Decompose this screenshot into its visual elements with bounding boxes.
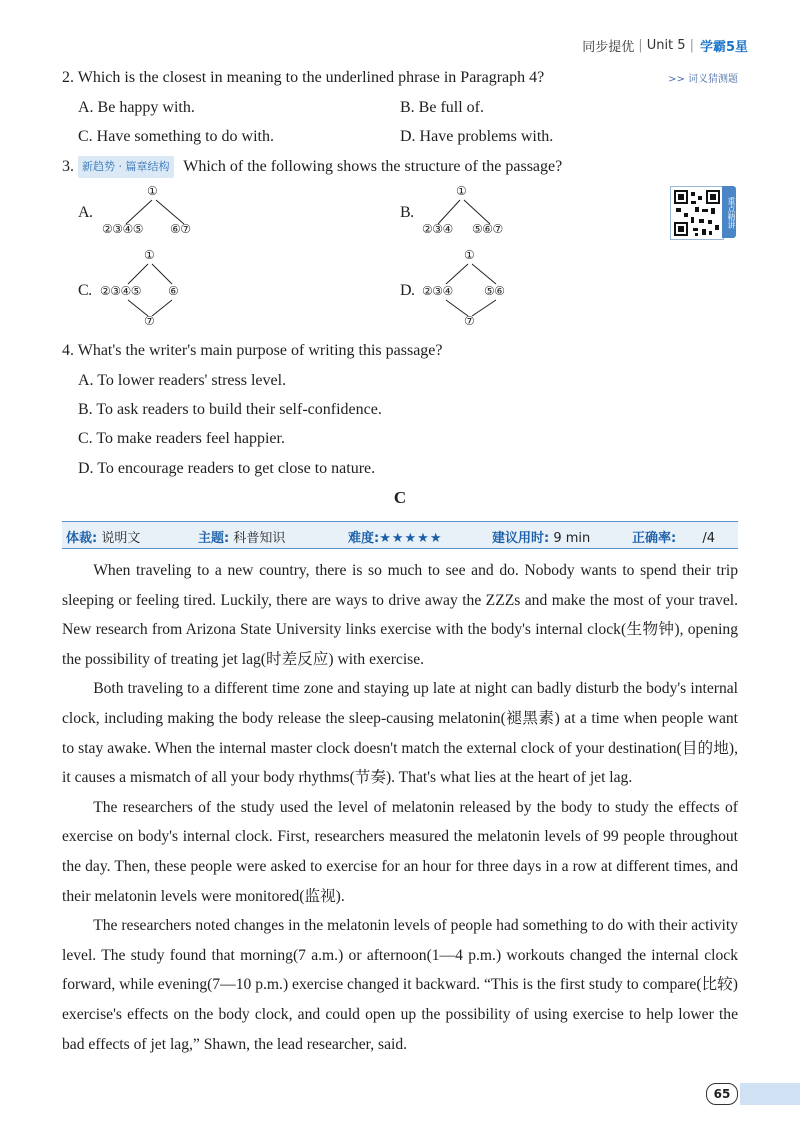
tree-bottom-node: ⑦ xyxy=(144,314,155,328)
option-letter: D. xyxy=(400,282,415,299)
accuracy-info: 正确率: /4 xyxy=(632,531,715,546)
q2-option-c[interactable]: C. Have something to do with. xyxy=(78,128,274,145)
tree-left-node: ②③④ xyxy=(422,284,453,298)
qr-label: 重点精讲 xyxy=(722,186,736,238)
series-title: 同步提优 xyxy=(582,40,635,55)
tree-lines xyxy=(400,184,540,244)
q4-option-a[interactable]: A. To lower readers' stress level. xyxy=(78,372,287,389)
option-letter: A. xyxy=(78,204,93,221)
paragraph-4: The researchers noted changes in the melatonin levels of people had something to do with their activity level. The study found that morning(7 a.m.) or afternoon(1—4 p.m.) workouts changed the internal clock forward, while evening(7—10 p.m.) exercise changed it backward. “This is the first study to compare(比较) exercise's effects on the body clock, and could open up the possibility of using exercise to help lower the bad effects of jet lag,” Shawn, the lead researcher, said. xyxy=(62,917,738,1053)
question-number: 2. xyxy=(62,69,74,86)
time-info: 建议用时: 9 min xyxy=(492,531,591,546)
section-title: C xyxy=(393,488,407,507)
tree-option-c[interactable] xyxy=(78,248,218,330)
reading-info-bar xyxy=(62,521,738,549)
question-text: Which of the following shows the structure of the passage? xyxy=(183,158,563,175)
q2-option-a[interactable]: A. Be happy with. xyxy=(78,99,195,116)
tree-right-node: ⑤⑥⑦ xyxy=(472,222,503,236)
question-number: 3. xyxy=(62,158,74,175)
tree-left-node: ②③④⑤ xyxy=(102,222,144,236)
q2-option-d[interactable]: D. Have problems with. xyxy=(400,128,554,145)
qr-code[interactable] xyxy=(670,186,724,240)
question-3 xyxy=(62,156,562,178)
tree-right-node: ⑥ xyxy=(168,284,179,298)
unit-label: Unit 5 xyxy=(646,38,686,53)
page-header: 同步提优 | Unit 5 | 学霸5星 xyxy=(582,38,748,55)
question-tag: 新趋势 · 篇章结构 xyxy=(78,156,174,178)
question-text: Which is the closest in meaning to the underlined phrase in Paragraph 4? xyxy=(77,69,545,86)
page-tab-decoration xyxy=(740,1083,800,1105)
hint-label: >> 词义猜测题 xyxy=(668,74,738,85)
brand-logo: 学霸5星 xyxy=(699,40,748,55)
tree-top-node: ① xyxy=(464,248,475,262)
paragraph-3: The researchers of the study used the level of melatonin released by the body to study the effects of exercise on body's internal clock. First, researchers measured the melatonin levels of 99 people throughout the day. Then, these people were asked to exercise for an hour for three days in a row at different times, and their melatonin levels were monitored(监视). xyxy=(62,798,738,905)
question-2 xyxy=(62,68,544,88)
page-number: 65 xyxy=(706,1083,738,1105)
option-letter: C. xyxy=(78,282,92,299)
qr-code-icon xyxy=(671,187,723,239)
paragraph-2: Both traveling to a different time zone and staying up late at night can badly disturb the body's internal clock, including making the body release the sleep-causing melatonin(褪黑素) at a time when people want to stay awake. When the internal master clock doesn't match the external clock of your destination(目的地), it causes a mismatch of all your body rhythms(节奏). That's what lies at the heart of jet lag. xyxy=(62,680,738,787)
paragraph-1: When traveling to a new country, there is so much to see and do. Nobody wants to spend their trip sleeping or feeling tired. Luckily, there are ways to drive away the ZZZs and make the most of your travel. New research from Arizona State University links exercise with the body's internal clock(生物钟), opening the possibility of treating jet lag(时差反应) with exercise. xyxy=(62,562,738,668)
q2-option-b[interactable]: B. Be full of. xyxy=(400,99,484,116)
difficulty-stars: ★★★★★ xyxy=(379,531,443,546)
tree-option-b[interactable] xyxy=(400,184,540,244)
q4-option-c[interactable]: C. To make readers feel happier. xyxy=(78,430,285,447)
genre-info: 体裁: 说明文 xyxy=(66,531,141,546)
tree-right-node: ⑤⑥ xyxy=(484,284,505,298)
tree-left-node: ②③④⑤ xyxy=(100,284,142,298)
option-letter: B. xyxy=(400,204,414,221)
tree-top-node: ① xyxy=(144,248,155,262)
tree-bottom-node: ⑦ xyxy=(464,314,475,328)
tree-top-node: ① xyxy=(147,184,158,198)
tree-option-a[interactable] xyxy=(78,184,218,244)
tree-top-node: ① xyxy=(456,184,467,198)
reading-passage xyxy=(62,556,738,1059)
question-number: 4. xyxy=(62,342,74,359)
question-text: What's the writer's main purpose of writing this passage? xyxy=(77,342,443,359)
difficulty-info: 难度:★★★★★ xyxy=(348,531,443,546)
topic-info: 主题: 科普知识 xyxy=(198,531,286,546)
q4-option-d[interactable]: D. To encourage readers to get close to nature. xyxy=(78,460,376,477)
tree-right-node: ⑥⑦ xyxy=(170,222,191,236)
tree-option-d[interactable] xyxy=(400,248,540,330)
q4-option-b[interactable]: B. To ask readers to build their self-confidence. xyxy=(78,401,382,418)
tree-left-node: ②③④ xyxy=(422,222,453,236)
question-4 xyxy=(62,341,443,361)
